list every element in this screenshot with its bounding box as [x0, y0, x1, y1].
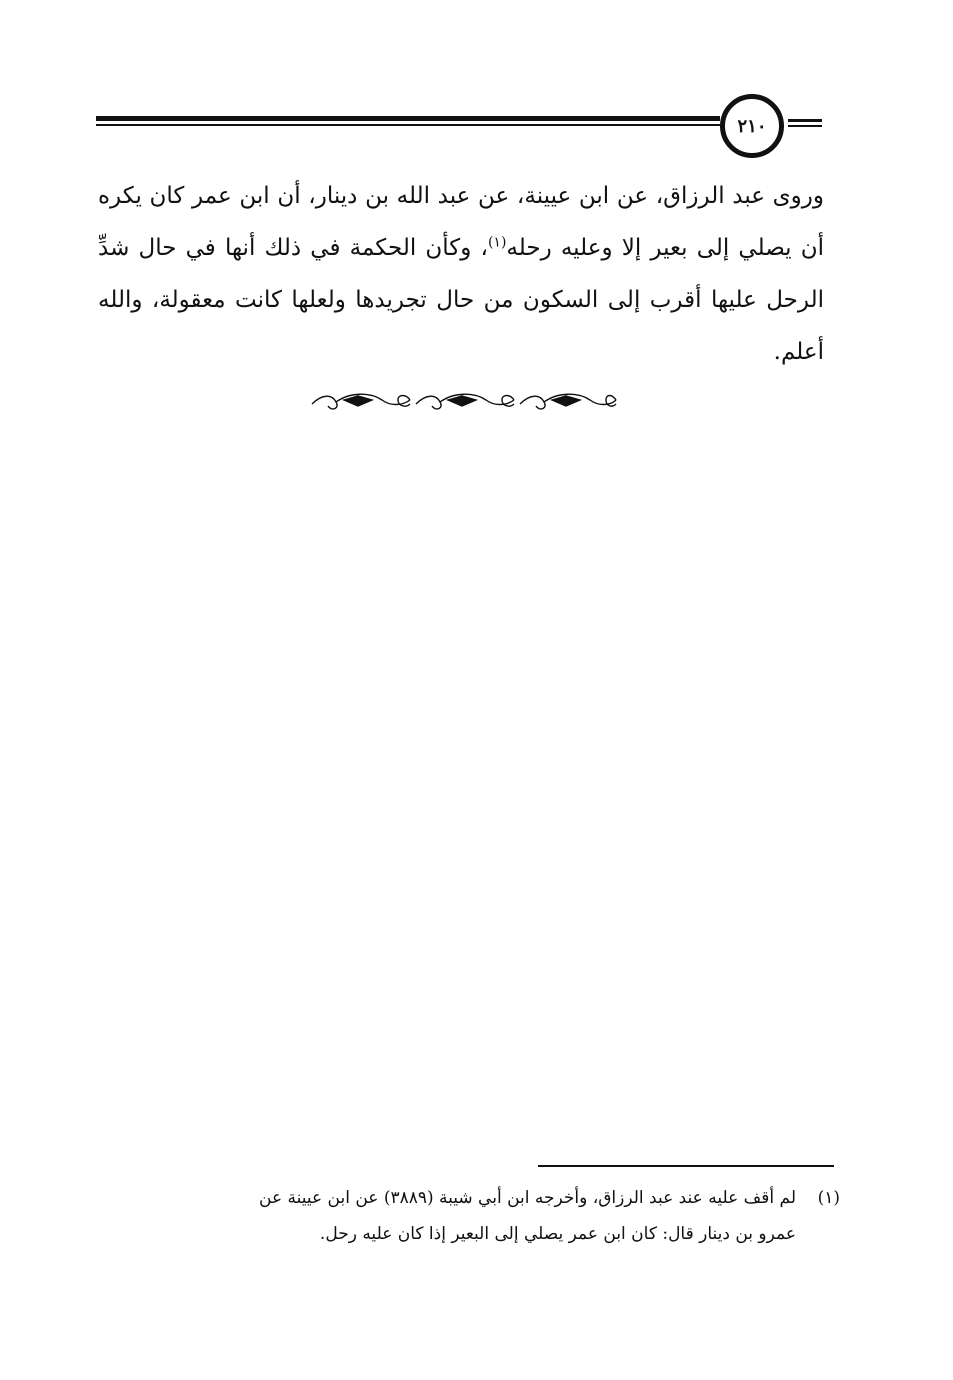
footnote-text-line-1: لم أقف عليه عند عبد الرزاق، وأخرجه ابن أبي شيبة (٣٨٨٩) عن ابن عيينة عن: [259, 1188, 796, 1208]
footnote-text-line-2: عمرو بن دينار قال: كان ابن عمر يصلي إلى البعير إذا كان عليه رحل.: [319, 1224, 796, 1244]
footnote: [108, 1180, 840, 1252]
page-header: [96, 92, 822, 164]
main-text: [98, 170, 824, 378]
footnote-separator: [538, 1165, 834, 1167]
section-divider-ornament: [310, 386, 620, 418]
ornament-flourish-left: [312, 394, 410, 409]
ornament-flourish-center: [416, 394, 514, 409]
footnote-line: [108, 1180, 840, 1216]
header-rule-right: [788, 119, 822, 127]
page-number-badge: [720, 94, 784, 158]
header-rule: [96, 116, 720, 126]
ornament-flourish-right: [520, 394, 616, 409]
main-paragraph: وروى عبد الرزاق، عن ابن عيينة، عن عبد الله بن دينار، أن ابن عمر كان يكره أن يصلي إلى بعير إلا وعليه رحله$^{(١)}$، وكأن الحكمة في ذلك أنها في حال شدِّ الرحل عليها أقرب إلى السكون من حال تجريدها ولعلها كانت معقولة، والله أعلم.: [98, 183, 825, 365]
footnote-number: (١): [817, 1188, 840, 1208]
page-number: ٢١٠: [737, 115, 767, 137]
footnote-reference[interactable]: (١): [487, 234, 507, 251]
